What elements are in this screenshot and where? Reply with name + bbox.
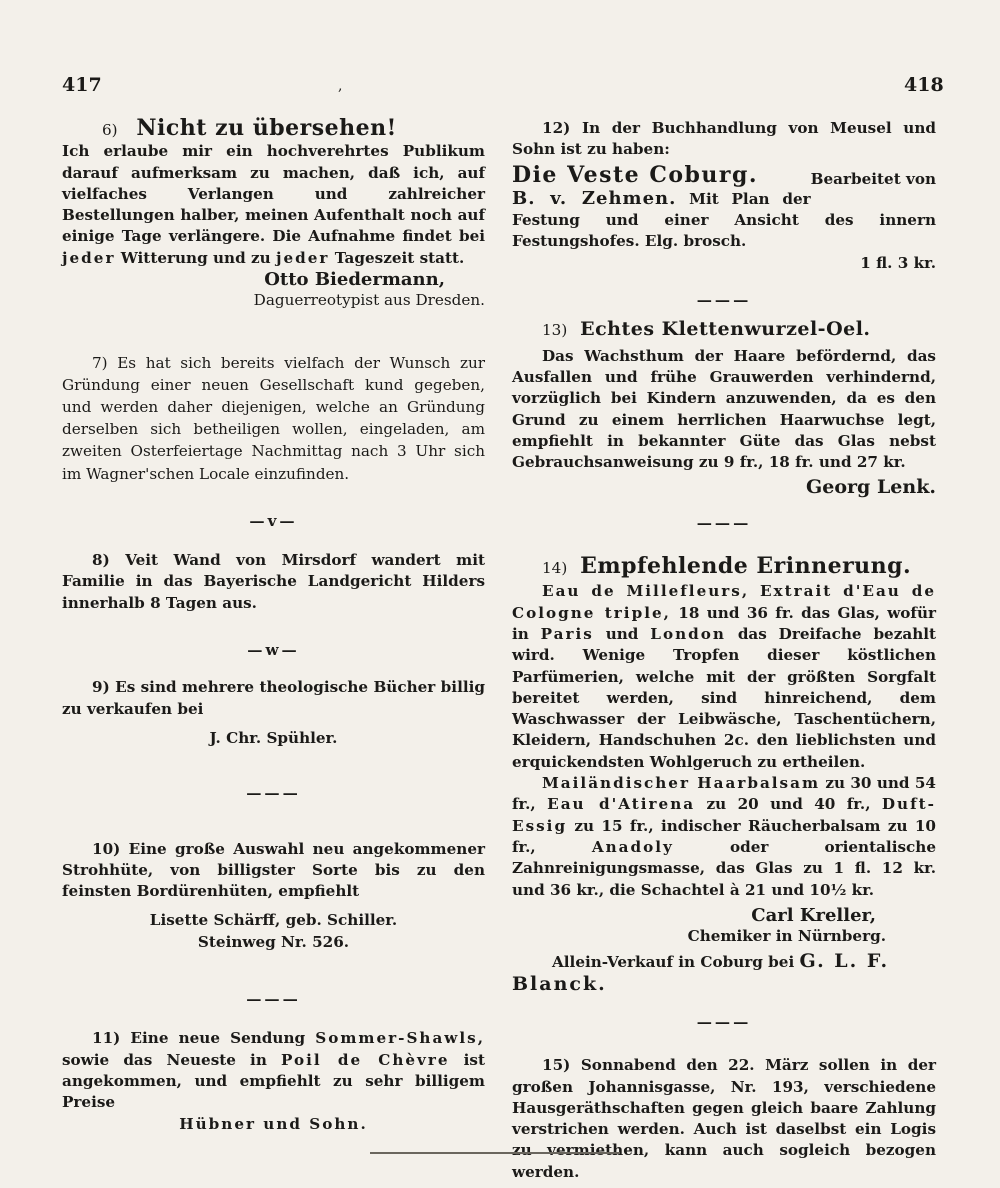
- ad-14-text-4: zu 30 und 54 fr.,: [512, 774, 936, 814]
- ad-number: 13): [542, 321, 568, 340]
- ad-13-signature: Georg Lenk.: [806, 476, 936, 499]
- ad-14-heading: [512, 553, 936, 580]
- ad-title: Nicht zu übersehen!: [136, 115, 397, 141]
- ad-11-text: 11) Eine neue Sendung: [92, 1029, 306, 1048]
- ad-6-text-4: Tageszeit statt.: [334, 248, 465, 267]
- ad-11-emph: Sommer-Shawls,: [315, 1029, 485, 1048]
- ad-number: 14): [542, 559, 568, 578]
- product-name: Duft-Essig: [512, 795, 936, 835]
- ad-7-body: 7) Es hat sich bereits vielfach der Wunsch zur Gründung einer neuen Gesellschaft kund gegeben, und werden daher diejenigen, welche an Gründung derselben sich betheiligen wollen, eingeladen, am zweiten Osterfeiertage Nachmittag nach 3 Uhr sich im Wagner'schen Locale einzufinden.: [62, 353, 485, 483]
- ad-14-text-6: zu 15 fr., indischer Räucherbalsam zu 10 fr.,: [512, 816, 936, 856]
- ad-14-body-2: [512, 773, 936, 901]
- ad-14-sales-text: Allein-Verkauf in Coburg bei: [552, 953, 795, 972]
- ad-10-address: Steinweg Nr. 526.: [197, 932, 350, 951]
- ad-14-text-3: das Dreifache bezahlt wird. Wenige Tropfen dieser köstlichen Parfümerien, welche mit der größten Sorgfalt bereitet werden, sind hinreichend, dem Waschwasser der Leibwäsche, Taschentüchern, Kleidern, Handschuhen 2c. den lieblichsten und erquickendsten Wohlgeruch zu ertheilen.: [512, 624, 937, 771]
- ad-10-signature: Lisette Schärff, geb. Schiller.: [149, 911, 398, 930]
- separator: ———: [696, 513, 752, 532]
- ad-6-signature-title: Daguerreotypist aus Dresden.: [253, 291, 485, 310]
- separator: —v—: [249, 511, 298, 530]
- page-number-right: 418: [904, 74, 944, 96]
- ad-14-text: 18 und 36 fr. das Glas, wofür in: [512, 603, 936, 643]
- page-number-left: 417: [62, 74, 102, 96]
- ad-9-body: 9) Es sind mehrere theologische Bücher billig zu verkaufen bei: [62, 678, 485, 718]
- ad-12-title-line: [512, 161, 936, 188]
- ad-11-emph-2: Poil de Chèvre: [281, 1050, 450, 1069]
- city-london: London: [650, 624, 726, 643]
- separator: —w—: [247, 641, 300, 660]
- ad-12-text: Bearbeitet von: [810, 169, 936, 188]
- product-name: Anadoly: [591, 837, 674, 856]
- ad-6-text: Ich erlaube mir ein hochverehrtes Publikum darauf aufmerksam zu machen, daß ich, auf vielfaches Verlangen und zahlreicher Bestellungen halber, meinen Aufenthalt noch auf einige Tage verlängere.: [62, 142, 485, 246]
- ad-13-heading: [512, 319, 936, 341]
- left-column: [62, 115, 486, 1135]
- ad-14-seller: G. L. F. Blanck.: [512, 950, 890, 995]
- ad-14-text-2: und: [605, 624, 639, 643]
- city-paris: Paris: [540, 624, 594, 643]
- ad-8-body: 8) Veit Wand von Mirsdorf wandert mit Familie in das Bayerische Landgericht Hilders innerhalb 8 Tagen aus.: [62, 551, 485, 612]
- ad-11-signature: Hübner und Sohn.: [179, 1114, 368, 1133]
- ad-6-body: [62, 141, 485, 269]
- ad-6-heading: [62, 115, 485, 141]
- ad-12-text-2: Mit Plan der Festung und einer Ansicht des innern Festungshofes. Elg. brosch.: [512, 189, 936, 251]
- ad-number: 6): [102, 121, 118, 139]
- ad-14-body: [512, 581, 936, 773]
- ad-13-body: Das Wachsthum der Haare befördernd, das Ausfallen und frühe Grauwerden verhindernd, vorzüglich bei Kindern anzuwenden, da es den Grund zu einem herrlichen Haarwuchse legt, empfiehlt in bekannter Güte das Glas nebst Gebrauchsanweisung zu 9 fr., 18 fr. und 27 kr.: [512, 346, 936, 472]
- ad-6-signature: Otto Biedermann,: [264, 269, 445, 291]
- separator: ———: [246, 990, 301, 1009]
- ad-14-sales: [512, 951, 936, 996]
- separator: ———: [696, 1012, 752, 1031]
- ad-title: Empfehlende Erinnerung.: [580, 553, 912, 580]
- ad-12-details: [512, 188, 936, 253]
- ad-10-body: 10) Eine große Auswahl neu angekommener Strohhüte, von billigster Sorte bis zu den feinsten Bordürenhüten, empfiehlt: [62, 839, 485, 901]
- right-column: [512, 118, 936, 1183]
- product-name: Eau de Millefleurs, Extrait d'Eau de Cologne triple,: [512, 582, 936, 622]
- ad-14-text-7: oder orientalische Zahnreinigungsmasse, das Glas zu 1 fl. 12 kr. und 36 kr., die Schachtel à 21 und 10½ kr.: [512, 837, 936, 899]
- ad-11-text-2: sowie das Neueste in: [62, 1050, 267, 1069]
- book-title: Die Veste Coburg.: [512, 161, 759, 188]
- product-name: Eau d'Atirena: [547, 795, 696, 814]
- ad-14-signature-title: Chemiker in Nürnberg.: [687, 927, 886, 946]
- ad-11-body: [62, 1028, 485, 1113]
- ad-14-text-5: zu 20 und 40 fr.,: [706, 795, 871, 814]
- ad-6-emph-2: jeder: [275, 248, 330, 267]
- ad-11-text-3: ist angekommen, und empfiehlt zu sehr billigem Preise: [62, 1050, 485, 1112]
- footer-rule: [370, 1152, 620, 1154]
- ad-6-text-3: Witterung und zu: [120, 248, 271, 267]
- ad-15-body: 15) Sonnabend den 22. März sollen in der großen Johannisgasse, Nr. 193, verschiedene Hausgeräthschaften gegen gleich baare Zahlung verstrichen werden. Auch ist daselbst ein Logis zu vermiethen, kann auch sogleich bezogen werden.: [512, 1056, 936, 1181]
- book-price: 1 fl. 3 kr.: [860, 253, 936, 272]
- product-name: Mailändischer Haarbalsam: [542, 774, 821, 793]
- ad-6-emph: jeder: [62, 248, 116, 267]
- separator: ———: [246, 784, 301, 803]
- ad-6-text-2: Die Aufnahme findet bei: [272, 227, 486, 246]
- separator: ———: [696, 291, 752, 310]
- ad-14-signature: Carl Kreller,: [751, 904, 876, 926]
- print-mark: ,: [338, 78, 343, 94]
- ad-title: Echtes Klettenwurzel-Oel.: [580, 318, 871, 341]
- book-author: B. v. Zehmen.: [512, 187, 677, 209]
- ad-12-body: 12) In der Buchhandlung von Meusel und Sohn ist zu haben:: [512, 119, 936, 159]
- ad-9-signature: J. Chr. Spühler.: [209, 728, 338, 747]
